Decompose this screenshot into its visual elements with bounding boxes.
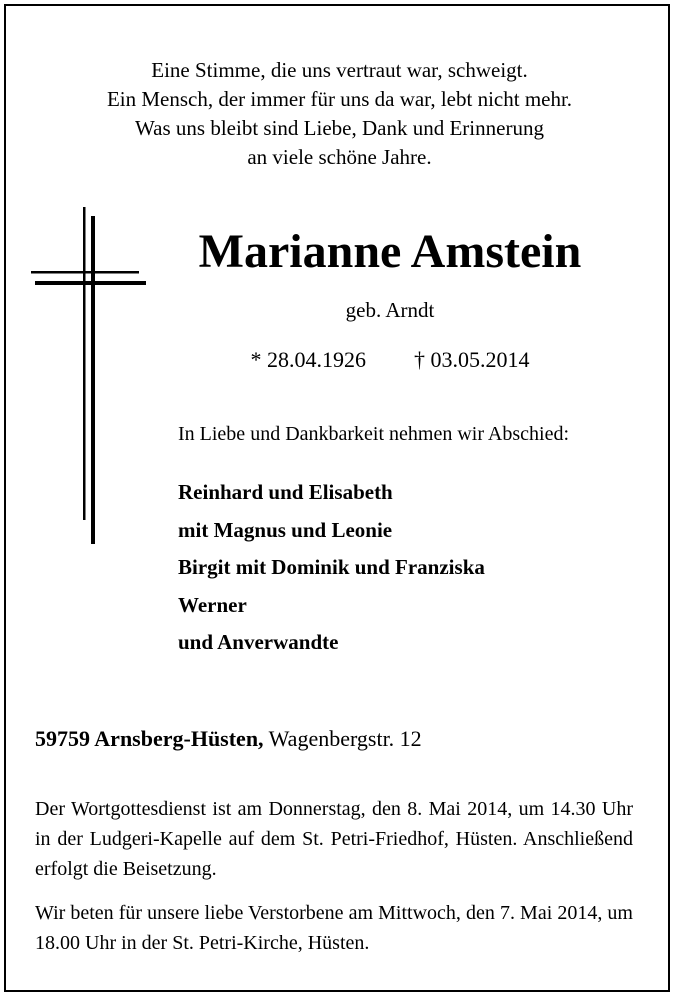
mourner-line: Reinhard und Elisabeth xyxy=(178,480,393,504)
poem-line-3: Was uns bleibt sind Liebe, Dank und Erinnerung xyxy=(135,116,544,140)
address-city: 59759 Arnsberg-Hüsten, xyxy=(35,726,264,751)
maiden-name: geb. Arndt xyxy=(345,298,435,322)
poem-line-1: Eine Stimme, die uns vertraut war, schweigt. xyxy=(151,58,528,82)
mourners-list xyxy=(178,474,485,662)
mourner-line: mit Magnus und Leonie xyxy=(178,517,393,542)
mourner-line: Birgit mit Dominik und Franziska xyxy=(178,555,485,579)
address-street: Wagenbergstr. 12 xyxy=(268,726,422,751)
birth-date: * 28.04.1926 xyxy=(250,347,366,372)
mourner-line: Werner xyxy=(178,592,247,617)
farewell-line: In Liebe und Dankbarkeit nehmen wir Abschied: xyxy=(178,423,569,445)
family-address xyxy=(35,724,422,754)
mourner-line: und Anverwandte xyxy=(178,630,339,654)
memorial-poem xyxy=(0,56,679,172)
service-announcement: Der Wortgottesdienst ist am Donnerstag, den 8. Mai 2014, um 14.30 Uhr in der Ludgeri-Kapelle auf dem St. Petri-Friedhof, Hüsten. Anschließend erfolgt die Beisetzung. xyxy=(35,798,633,880)
death-date: † 03.05.2014 xyxy=(414,347,530,372)
poem-line-2: Ein Mensch, der immer für uns da war, lebt nicht mehr. xyxy=(106,87,573,111)
life-dates xyxy=(150,345,630,375)
deceased-name: Marianne Amstein xyxy=(198,225,582,278)
prayer-announcement: Wir beten für unsere liebe Verstorbene am Mittwoch, den 7. Mai 2014, um 18.00 Uhr in der St. Petri-Kirche, Hüsten. xyxy=(35,902,633,954)
poem-line-4: an viele schöne Jahre. xyxy=(247,145,432,169)
